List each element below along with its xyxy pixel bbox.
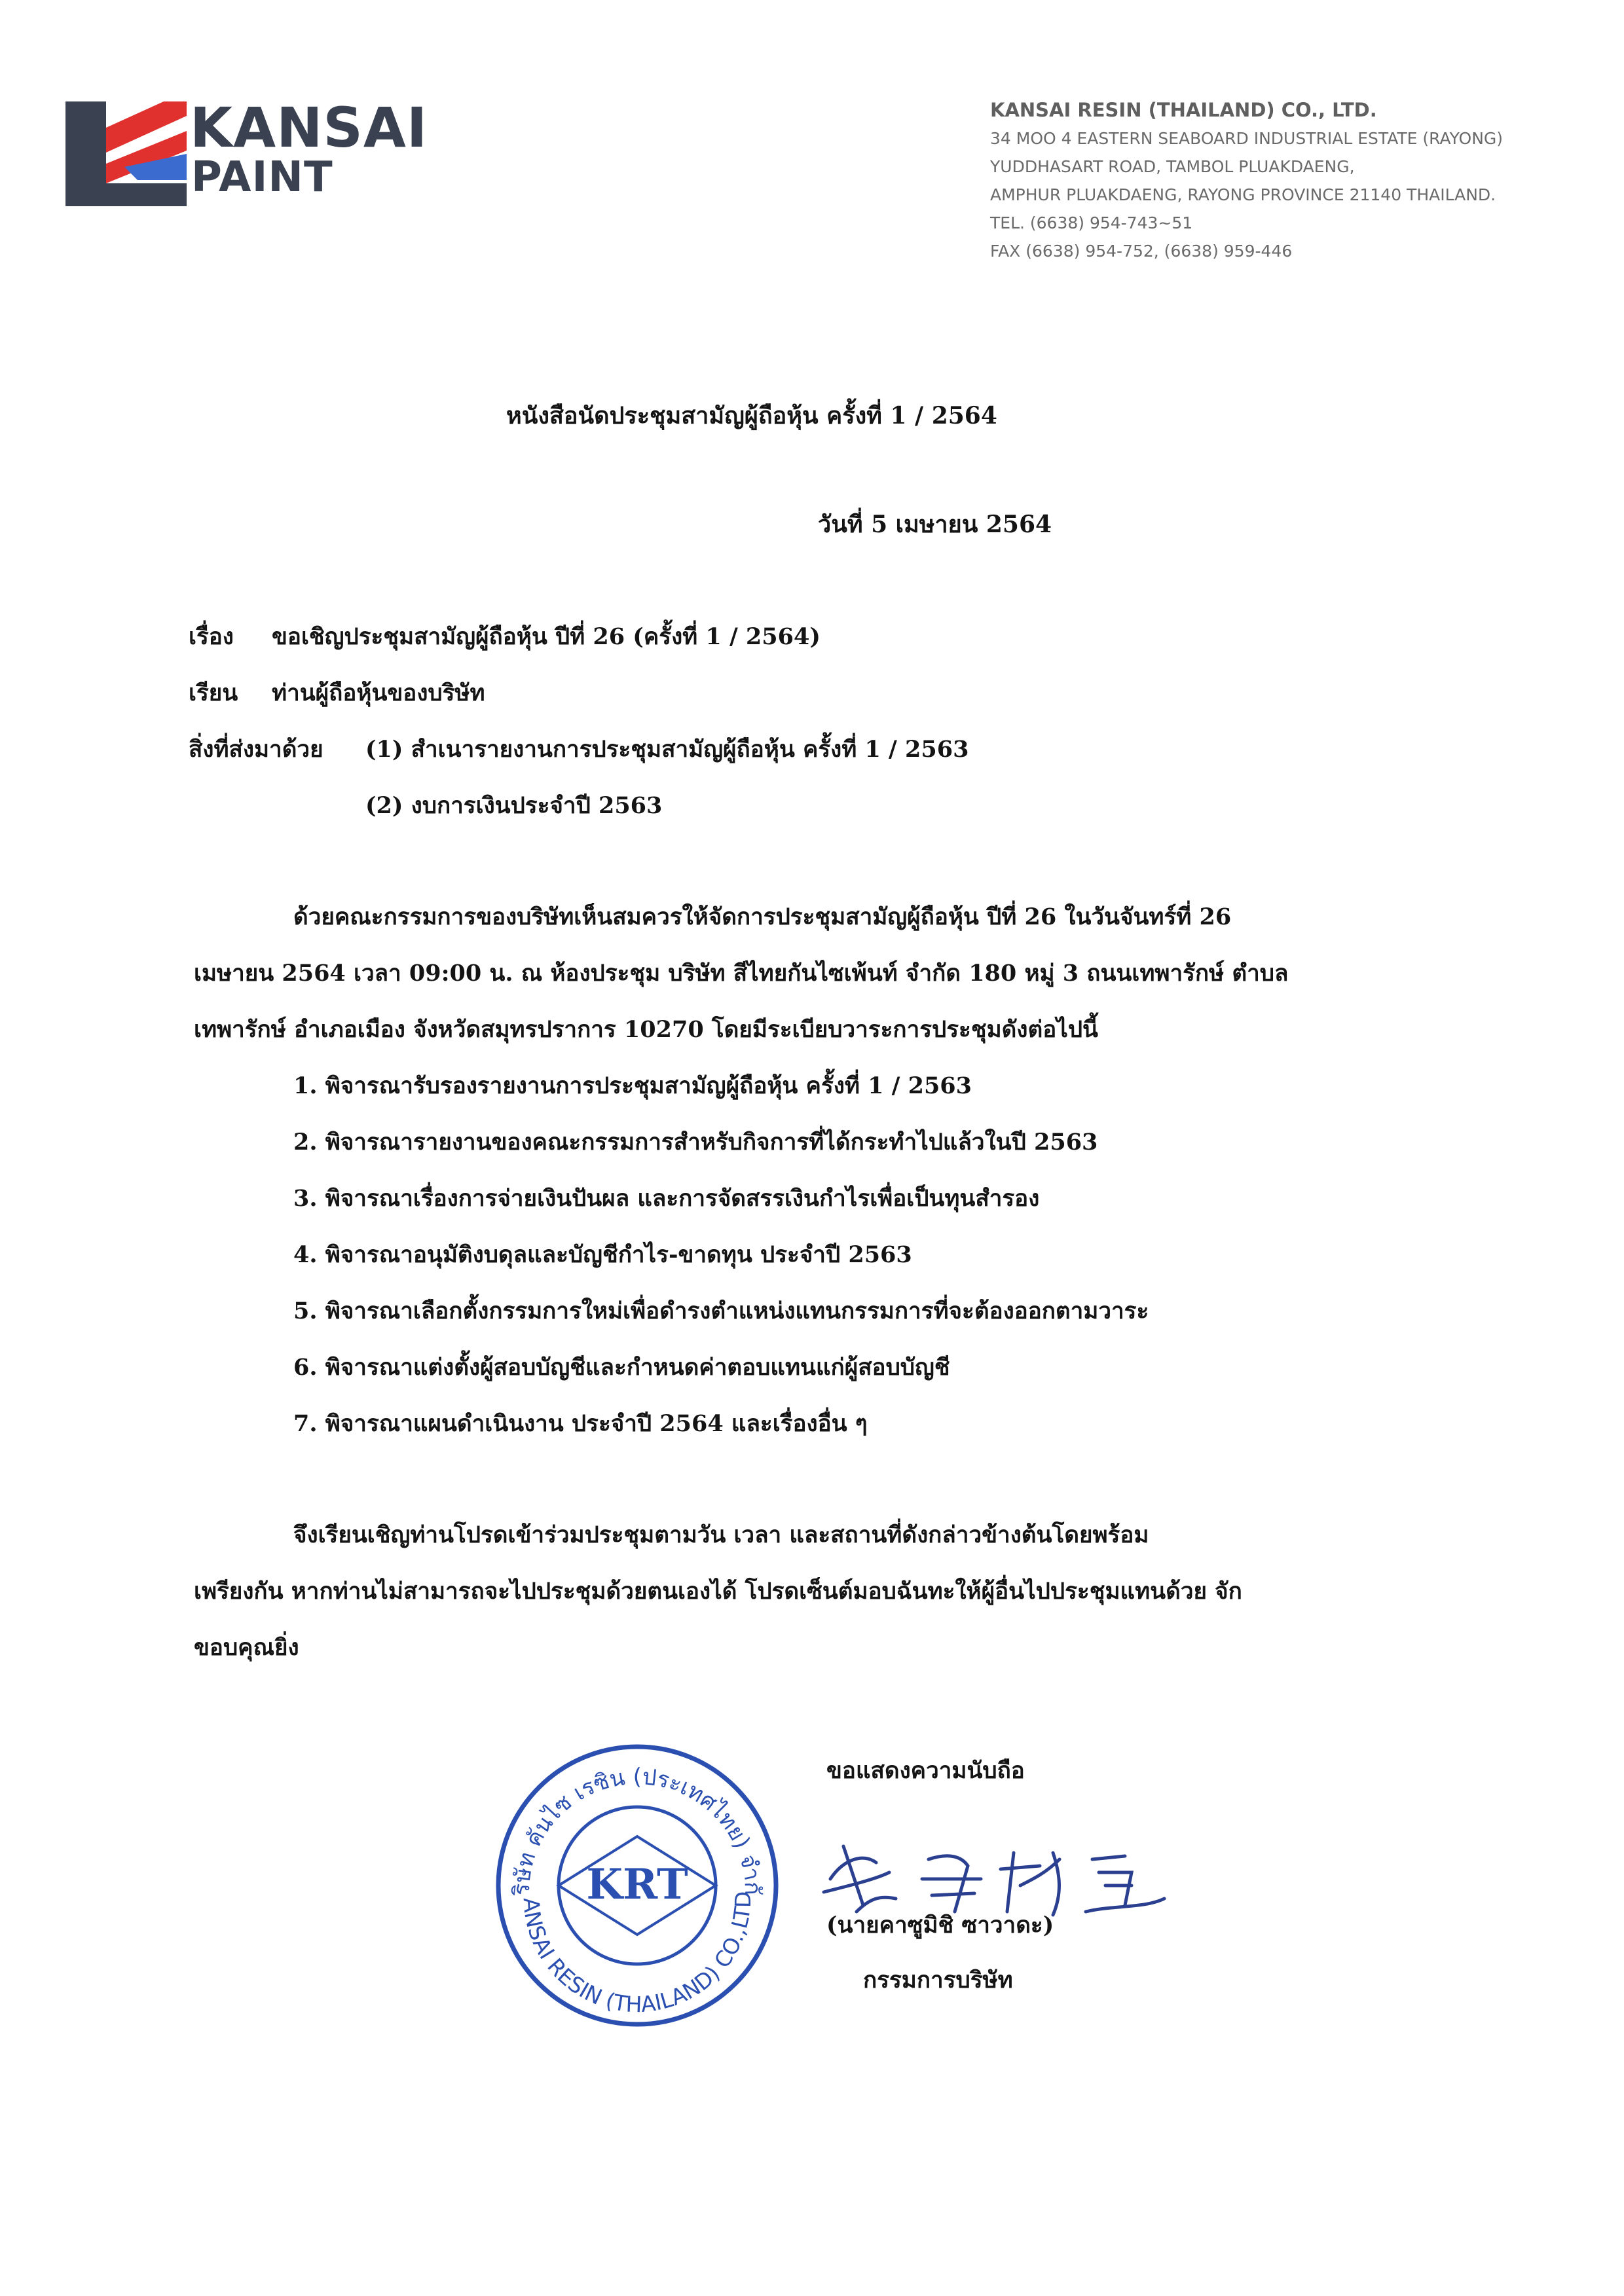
seal-stamp-icon (490, 1738, 784, 2033)
agenda-item: 4. พิจารณาอนุมัติงบดุลและบัญชีกำไร-ขาดทุน ประจำปี 2563 (293, 1241, 912, 1268)
agenda-item: 3. พิจารณาเรื่องการจ่ายเงินปันผล และการจัดสรรเงินกำไรเพื่อเป็นทุนสำรอง (293, 1185, 1040, 1212)
fax-line: FAX (6638) 954-752, (6638) 959-446 (990, 242, 1293, 261)
subject-text: ขอเชิญประชุมสามัญผู้ถือหุ้น ปีที่ 26 (ครั้งที่ 1 / 2564) (272, 623, 821, 650)
company-seal (490, 1738, 784, 2033)
company-name: KANSAI RESIN (THAILAND) CO., LTD. (990, 99, 1377, 121)
enclosure-label: สิ่งที่ส่งมาด้วย (189, 736, 323, 763)
address-line: YUDDHASART ROAD, TAMBOL PLUAKDAENG, (990, 157, 1355, 176)
seal-bottom-text: ANSAI RESIN (THAILAND) CO.,LTD (518, 1891, 756, 2018)
address-line: AMPHUR PLUAKDAENG, RAYONG PROVINCE 21140 THAILAND. (990, 185, 1496, 204)
seal-center-text: KRT (586, 1860, 688, 1909)
paragraph-line: ด้วยคณะกรรมการของบริษัทเห็นสมควรให้จัดการประชุมสามัญผู้ถือหุ้น ปีที่ 26 ในวันจันทร์ที่ 26 (293, 903, 1232, 930)
signer-name: (นายคาซูมิชิ ซาวาดะ) (826, 1912, 1054, 1939)
company-address-block (990, 96, 1579, 265)
address-line: 34 MOO 4 EASTERN SEABOARD INDUSTRIAL ESTATE (RAYONG) (990, 129, 1504, 148)
agenda-item: 7. พิจารณาแผนดำเนินงาน ประจำปี 2564 และเรื่องอื่น ๆ (293, 1410, 868, 1437)
enclosure-item: (1) สำเนารายงานการประชุมสามัญผู้ถือหุ้น ครั้งที่ 1 / 2563 (365, 736, 969, 763)
to-label: เรียน (189, 680, 238, 706)
agenda-item: 1. พิจารณารับรองรายงานการประชุมสามัญผู้ถือหุ้น ครั้งที่ 1 / 2563 (293, 1072, 972, 1099)
letter-date: วันที่ 5 เมษายน 2564 (818, 511, 1052, 538)
company-logo (65, 98, 432, 210)
logo-sub-text: PAINT (191, 153, 333, 202)
phone-line: TEL. (6638) 954-743~51 (990, 213, 1193, 232)
paragraph-line: ขอบคุณยิ่ง (194, 1634, 299, 1661)
agenda-item: 6. พิจารณาแต่งตั้งผู้สอบบัญชีและกำหนดค่าตอบแทนแก่ผู้สอบบัญชี (293, 1354, 950, 1381)
signer-title: กรรมการบริษัท (863, 1967, 1013, 1994)
kansai-logo-icon (65, 101, 187, 206)
paragraph-line: เพรียงกัน หากท่านไม่สามารถจะไปประชุมด้วยตนเองได้ โปรดเซ็นต์มอบฉันทะให้ผู้อื่นไปประชุมแทนด้วย จัก (194, 1578, 1242, 1605)
seal-top-text: ริษัท คันไซ เรซิน (ประเทศไทย) จำกั (508, 1764, 766, 1896)
to-text: ท่านผู้ถือหุ้นของบริษัท (272, 680, 485, 706)
logo-brand-text: KANSAI (190, 96, 428, 160)
subject-label: เรื่อง (189, 623, 234, 650)
agenda-item: 5. พิจารณาเลือกตั้งกรรมการใหม่เพื่อดำรงตำแหน่งแทนกรรมการที่จะต้องออกตามวาระ (293, 1298, 1149, 1324)
closing-text: ขอแสดงความนับถือ (826, 1757, 1025, 1784)
letter-title: หนังสือนัดประชุมสามัญผู้ถือหุ้น ครั้งที่ 1 / 2564 (506, 402, 997, 429)
enclosure-item: (2) งบการเงินประจำปี 2563 (365, 792, 663, 819)
paragraph-line: เทพารักษ์ อำเภอเมือง จังหวัดสมุทรปราการ 10270 โดยมีระเบียบวาระการประชุมดังต่อไปนี้ (194, 1016, 1098, 1043)
paragraph-line: จึงเรียนเชิญท่านโปรดเข้าร่วมประชุมตามวัน เวลา และสถานที่ดังกล่าวข้างต้นโดยพร้อม (293, 1522, 1149, 1548)
paragraph-line: เมษายน 2564 เวลา 09:00 น. ณ ห้องประชุม บริษัท สีไทยกันไซเพ้นท์ จำกัด 180 หมู่ 3 ถนนเทพารักษ์ ตำบล (194, 960, 1289, 987)
agenda-item: 2. พิจารณารายงานของคณะกรรมการสำหรับกิจการที่ได้กระทำไปแล้วในปี 2563 (293, 1129, 1098, 1156)
